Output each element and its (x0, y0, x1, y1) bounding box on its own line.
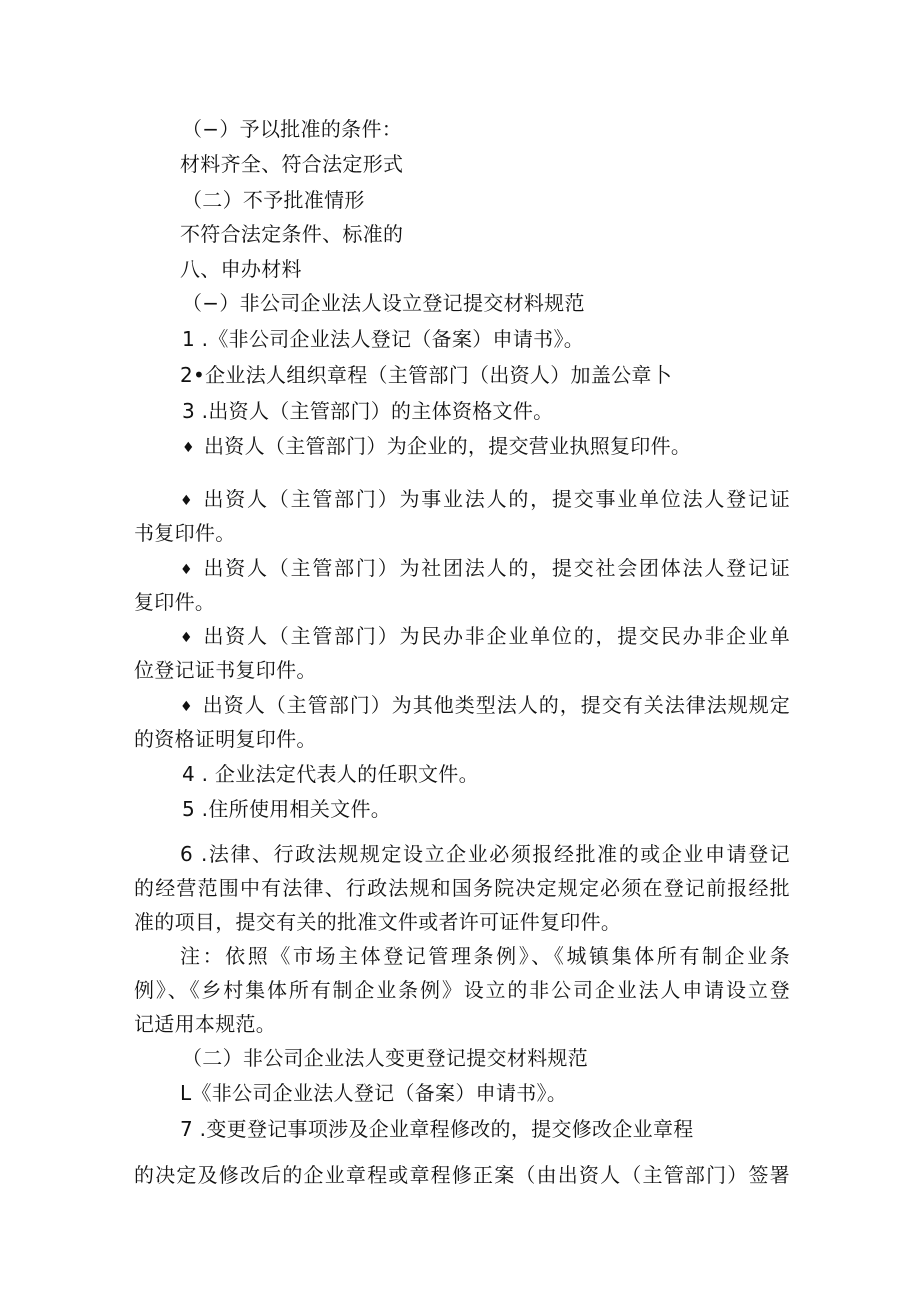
list-item: 5 .住所使用相关文件。 (182, 797, 392, 821)
paragraph: 材料齐全、符合法定形式 (180, 152, 404, 176)
subheading-change-registration: （二）非公司企业法人变更登记提交材料规范 (182, 1046, 588, 1070)
paragraph-continuation: 位登记证书复印件。 (134, 658, 317, 682)
heading-rejection-cases: （二）不予批准情形 (182, 188, 365, 212)
paragraph-continuation: 记适用本规范。 (134, 1012, 277, 1036)
paragraph-continuation: 复印件。 (134, 590, 216, 614)
paragraph-continuation: 书复印件。 (134, 521, 236, 545)
bullet-item (180, 624, 790, 650)
bullet-text: 出资人（主管部门）为社团法人的，提交社会团体法人登记证 (202, 556, 790, 580)
bullet-item (180, 487, 790, 513)
list-item: 4 . 企业法定代表人的任职文件。 (182, 762, 479, 786)
diamond-bullet-icon: ♦ (180, 492, 193, 509)
subheading-establishment: （−）非公司企业法人设立登记提交材料规范 (182, 291, 585, 315)
bullet-text: 出资人（主管部门）为事业法人的，提交事业单位法人登记证 (202, 487, 790, 511)
list-item: L《非公司企业法人登记（备案）申请书》。 (180, 1081, 568, 1105)
list-item: 6 .法律、行政法规规定设立企业必须报经批准的或企业申请登记 (180, 842, 790, 866)
list-item: 7 .变更登记事项涉及企业章程修改的，提交修改企业章程 (180, 1117, 694, 1141)
list-item: 3 .出资人（主管部门）的主体资格文件。 (182, 399, 554, 423)
diamond-bullet-icon: ♦ (180, 698, 193, 715)
list-item: 1 .《非公司企业法人登记（备案）申请书》。 (182, 327, 585, 351)
paragraph-continuation: 的经营范围中有法律、行政法规和国务院决定规定必须在登记前报经批 (134, 876, 790, 900)
bullet-text: 出资人（主管部门）为企业的，提交营业执照复印件。 (204, 434, 692, 458)
paragraph-continuation: 准的项目，提交有关的批准文件或者许可证件复印件。 (134, 910, 622, 934)
paragraph-continuation: 例》、《乡村集体所有制企业条例》设立的非公司企业法人申请设立登 (134, 978, 790, 1002)
heading-approval-conditions: （−）予以批准的条件： (182, 117, 403, 141)
list-item: 2•企业法人组织章程（主管部门（出资人）加盖公章卜 (180, 363, 673, 387)
diamond-bullet-icon: ♦ (180, 629, 193, 646)
note-paragraph: 注：依照《市场主体登记管理条例》、《城镇集体所有制企业条 (180, 944, 790, 968)
bullet-item (180, 693, 790, 719)
paragraph-continuation: 的决定及修改后的企业章程或章程修正案（由出资人（主管部门）签署 (134, 1163, 790, 1187)
diamond-bullet-icon: ♦ (182, 439, 195, 456)
bullet-item (180, 556, 790, 582)
diamond-bullet-icon: ♦ (180, 561, 193, 578)
section-heading-materials: 八、申办材料 (180, 257, 302, 281)
paragraph-continuation: 的资格证明复印件。 (134, 727, 317, 751)
bullet-text: 出资人（主管部门）为民办非企业单位的，提交民办非企业单 (202, 624, 790, 648)
bullet-text: 出资人（主管部门）为其他类型法人的，提交有关法律法规规定 (202, 693, 790, 717)
bullet-item (182, 434, 691, 460)
paragraph: 不符合法定条件、标准的 (180, 222, 404, 246)
